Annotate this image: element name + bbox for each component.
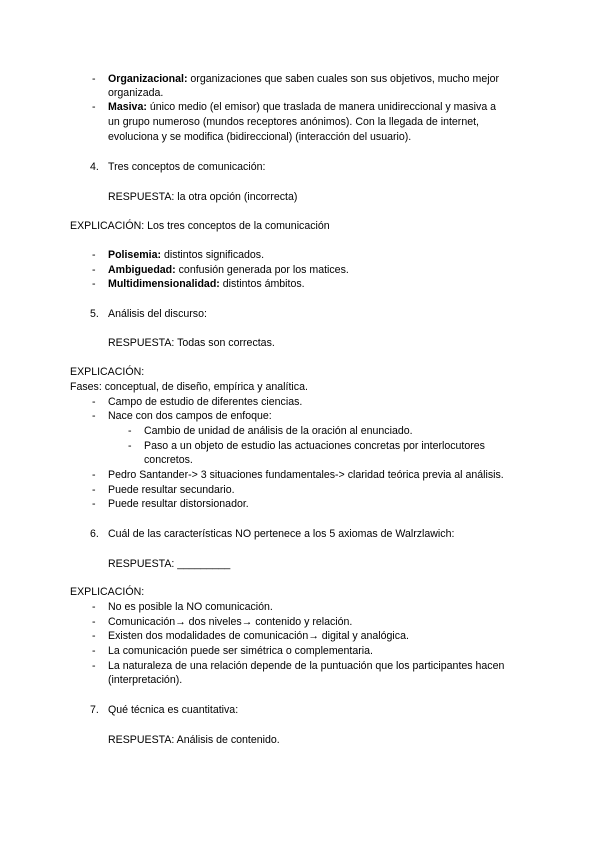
list-item: Puede resultar secundario. [108,484,235,496]
list-item: La comunicación puede ser simétrica o complementaria. [108,645,373,657]
list-item: Existen dos modalidades de comunicación→ digital y analógica. [108,630,409,642]
explanation-title: EXPLICACIÓN: [70,586,145,598]
bullet-dash: - [92,645,96,657]
sub-list-item: Cambio de unidad de análisis de la oración al enunciado. [144,425,413,437]
question-number: 4. [90,161,99,173]
bullet-dash: - [92,73,96,85]
bullet-multidimensionalidad [108,277,305,291]
bullet-text-line: evoluciona y se modifica (bidireccional) (interacción del usuario). [108,131,412,143]
list-item: Nace con dos campos de enfoque: [108,410,272,422]
bullet-text: distintos ámbitos. [219,278,305,290]
question-number: 7. [90,704,99,716]
bullet-dash: - [92,249,96,261]
bullet-dash: - [92,484,96,496]
bullet-text: organizaciones que saben cuales son sus objetivos, mucho mejor [187,73,499,85]
bullet-ambiguedad [108,263,349,277]
question-text: Análisis del discurso: [108,308,207,320]
list-item-line: (interpretación). [108,674,183,686]
term: Masiva: [108,101,147,113]
answer-text: RESPUESTA: Todas son correctas. [108,337,275,349]
question-text: Tres conceptos de comunicación: [108,161,266,173]
explanation-title: EXPLICACIÓN: Los tres conceptos de la comunicación [70,220,330,232]
bullet-dash: - [92,498,96,510]
sub-list-item-line: concretos. [144,454,193,466]
term: Ambiguedad: [108,264,176,276]
sub-bullet-dash: - [128,425,132,437]
bullet-dash: - [92,616,96,628]
sub-list-item: Paso a un objeto de estudio las actuaciones concretas por interlocutores [144,440,485,452]
answer-text: RESPUESTA: _________ [108,558,231,570]
list-item: Campo de estudio de diferentes ciencias. [108,396,303,408]
explanation-title: EXPLICACIÓN: [70,366,145,378]
question-number: 6. [90,528,99,540]
bullet-text-line: organizada. [108,87,164,99]
bullet-dash: - [92,101,96,113]
bullet-masiva [108,100,496,114]
bullet-dash: - [92,396,96,408]
term: Polisemia: [108,249,161,261]
question-text: Qué técnica es cuantitativa: [108,704,239,716]
answer-text: RESPUESTA: Análisis de contenido. [108,734,280,746]
bullet-polisemia [108,248,264,262]
bullet-dash: - [92,278,96,290]
list-item: No es posible la NO comunicación. [108,601,273,613]
bullet-dash: - [92,410,96,422]
bullet-text: distintos significados. [161,249,265,261]
bullet-text: único medio (el emisor) que traslada de manera unidireccional y masiva a [146,101,497,113]
list-item: Comunicación→ dos niveles→ contenido y relación. [108,616,353,628]
answer-text: RESPUESTA: la otra opción (incorrecta) [108,191,298,203]
bullet-dash: - [92,660,96,672]
question-text: Cuál de las características NO pertenece a los 5 axiomas de Walrzlawich: [108,528,455,540]
bullet-dash: - [92,469,96,481]
question-number: 5. [90,308,99,320]
bullet-organizacional [108,72,499,86]
sub-bullet-dash: - [128,440,132,452]
term: Multidimensionalidad: [108,278,220,290]
phases-text: Fases: conceptual, de diseño, empírica y analítica. [70,381,308,393]
bullet-dash: - [92,601,96,613]
list-item: La naturaleza de una relación depende de la puntuación que los participantes hacen [108,660,505,672]
bullet-dash: - [92,264,96,276]
bullet-text: confusión generada por los matices. [175,264,349,276]
bullet-dash: - [92,630,96,642]
bullet-text-line: un grupo numeroso (mundos receptores anónimos). Con la llegada de internet, [108,116,479,128]
term: Organizacional: [108,73,188,85]
list-item: Puede resultar distorsionador. [108,498,249,510]
list-item: Pedro Santander-> 3 situaciones fundamentales-> claridad teórica previa al análisis. [108,469,504,481]
